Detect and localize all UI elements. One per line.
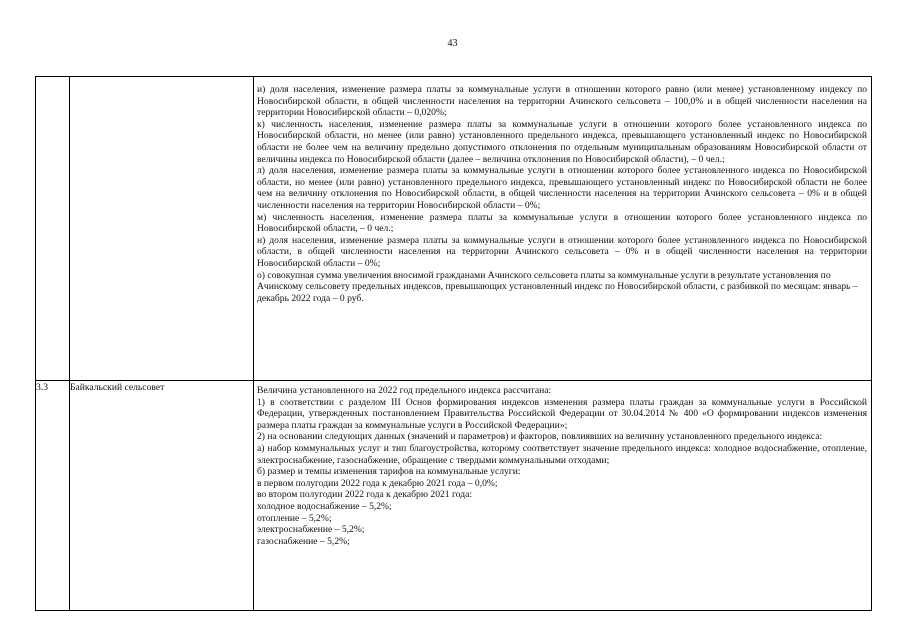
row-number-cell: 3.3 bbox=[36, 381, 70, 611]
paragraph-b: б) размер и темпы изменения тарифов на коммунальные услуги: bbox=[257, 466, 521, 478]
row-text-cell bbox=[254, 381, 872, 611]
paragraph-i: и) доля населения, изменение размера платы за коммунальные услуги в отношении которого равно (или менее) установленному индексу по Новосибирской области, в общей численности населения на территории Ачинского сельсовета – 100,0% и в общей численности населения на территории Новосибирской области – 0,020%; bbox=[257, 84, 867, 119]
paragraph-heating: отопление – 5,2%; bbox=[257, 512, 332, 524]
paragraph-m: м) численность населения, изменение размера платы за коммунальные услуги в отношении которого более установленного индекса по Новосибирской области, – 0 чел.; bbox=[257, 211, 867, 235]
paragraph-1: 1) в соответствии с разделом III Основ формирования индексов изменения размера платы граждан за коммунальные услуги в Российской Федерации, утвержденных постановлением Правительства Российской Федерации от 30.04.2014 № 400 «О формировании индексов изменения размера платы граждан за коммунальные услуги в Российской Федерации»; bbox=[257, 396, 867, 431]
row-name-cell bbox=[70, 77, 254, 381]
paragraph-k: к) численность населения, изменение размера платы за коммунальные услуги в отношении которого более установленного индекса по Новосибирской области, но менее (или равно) установленного предельного индекса, превышающего установленный индекс по Новосибирской области не более чем на величину предельно допустимого отклонения по отдельным муниципальным образованиям Новосибирской области от величины индекса по Новосибирской области (далее – величина отклонения по Новосибирской области), – 0 чел.; bbox=[257, 118, 867, 165]
paragraph-second-half: во втором полугодии 2022 года к декабрю 2021 года: bbox=[257, 489, 473, 501]
paragraph-l: л) доля населения, изменение размера платы за коммунальные услуги в отношении которого более установленного индекса по Новосибирской области, но менее (или равно) установленного предельного индекса, превышающего установленный индекс по Новосибирской области не более чем на величину отклонения по Новосибирской области, в общей численности населения на территории Ачинского сельсовета – 0% и в общей численности населения на территории Новосибирской области – 0%; bbox=[257, 165, 867, 211]
row-text-cell bbox=[254, 77, 872, 381]
page-number: 43 bbox=[447, 38, 458, 49]
paragraph-gas: газоснабжение – 5,2%; bbox=[257, 535, 350, 547]
paragraph-cold-water: холодное водоснабжение – 5,2%; bbox=[257, 500, 392, 512]
paragraph-electricity: электроснабжение – 5,2%; bbox=[257, 524, 365, 536]
paragraph-first-half: в первом полугодии 2022 года к декабрю 2021 года – 0,0%; bbox=[257, 477, 498, 489]
table-row bbox=[36, 77, 872, 381]
paragraph-2: 2) на основании следующих данных (значений и параметров) и факторов, повлиявших на величину установленного предельного индекса: bbox=[257, 431, 823, 443]
paragraph-intro: Величина установленного на 2022 год предельного индекса рассчитана: bbox=[257, 385, 552, 396]
paragraph-o: о) совокупная сумма увеличения вносимой гражданами Ачинского сельсовета платы за коммунальные услуги в результате установления по Ачинскому сельсовету предельных индексов, превышающих установленный индекс по Новосибирской области, с разбивкой по месяцам: январь – декабрь 2022 года – 0 руб. bbox=[257, 269, 858, 304]
paragraph-n: н) доля населения, изменение размера платы за коммунальные услуги в отношении которого более установленного индекса по Новосибирской области, в общей численности населения на территории Ачинского сельсовета – 0% и в общей численности населения на территории Новосибирской области – 0%; bbox=[257, 234, 867, 269]
table-row bbox=[36, 381, 872, 611]
row-name-cell: Байкальский сельсовет bbox=[70, 381, 254, 611]
document-table bbox=[35, 76, 872, 611]
paragraph-a: а) набор коммунальных услуг и тип благоустройства, которому соответствует значение предельного индекса: холодное водоснабжение, отопление, электроснабжение, газоснабжение, обращение с твердыми коммунальными отходами; bbox=[257, 442, 867, 466]
row-number-cell bbox=[36, 77, 70, 381]
